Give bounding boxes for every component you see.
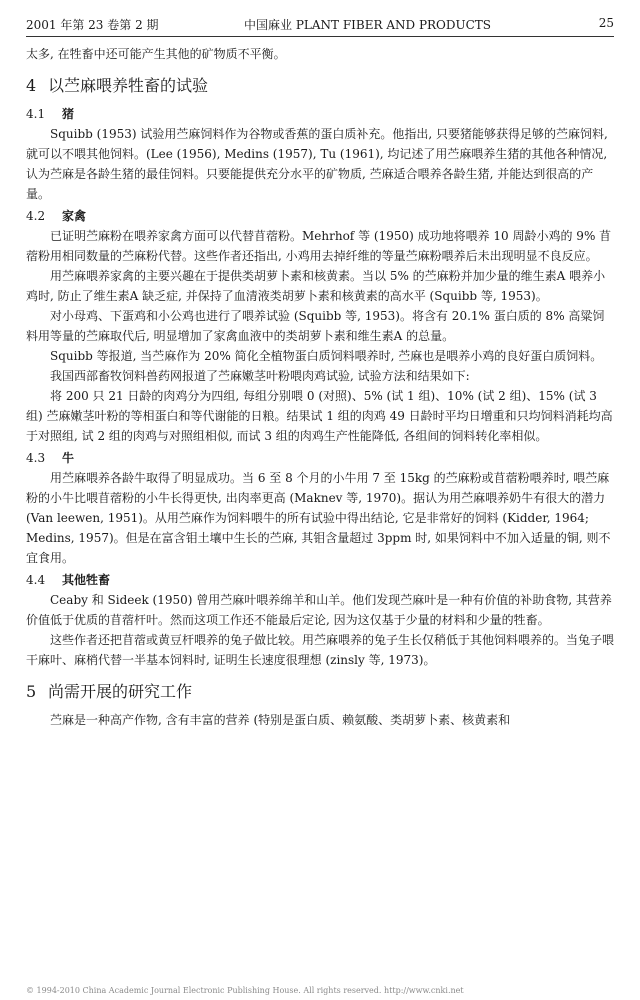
paragraph: 用苎麻喂养各龄牛取得了明显成功。当 6 至 8 个月的小牛用 7 至 15kg 的苎麻粉或苜蓿粉喂养时, 喂苎麻粉的小牛比喂苜蓿粉的小牛长得更快, 出肉率更高 (Maknev 等, 1970)。据认为用苎麻喂养奶牛有很大的潜力 (Van leewen, 1951)。从用苎麻作为饲料喂牛的所有试验中得出结论, 它是非常好的饲料 (Kidder, 1964; Medins, 1957)。但是在富含钼土壤中生长的苎麻, 其钼含量超过 3ppm 时, 如果饲料中不加入适量的铜, 则不宜食用。 — [26, 471, 611, 565]
paragraph: 我国西部畜牧饲料兽药网报道了苎麻嫩茎叶粉喂肉鸡试验, 试验方法和结果如下: — [50, 369, 470, 383]
subsection-title: 家禽 — [62, 209, 87, 223]
article-body — [26, 44, 614, 986]
journal-title: 中国麻业 PLANT FIBER AND PRODUCTS — [244, 18, 492, 32]
paragraph: 这些作者还把苜蓿或黄豆杆喂养的兔子做比较。用苎麻喂养的兔子生长仅稍低于其他饲料喂养的。当兔子喂干麻叶、麻梢代替一半基本饲料时, 证明生长速度很理想 (zinsly 等, 1973)。 — [26, 633, 614, 667]
paragraph: Ceaby 和 Sideek (1950) 曾用苎麻叶喂养绵羊和山羊。他们发现苎麻叶是一种有价值的补助食物, 其营养价值低于优质的苜蓿杆叶。然而这项工作还不能最后定论, 因为这仅基于少量的材料和少量的牲畜。 — [26, 593, 612, 627]
running-header — [26, 10, 614, 37]
continued-paragraph: 太多, 在牲畜中还可能产生其他的矿物质不平衡。 — [26, 47, 286, 61]
subsection-number: 4.4 — [26, 573, 46, 587]
section-title: 尚需开展的研究工作 — [48, 682, 193, 701]
subsection-title: 猪 — [62, 107, 75, 121]
paragraph: 苎麻是一种高产作物, 含有丰富的营养 (特别是蛋白质、赖氨酸、类胡萝卜素、核黄素和 — [50, 713, 511, 727]
copyright-footer: © 1994-2010 China Academic Journal Electronic Publishing House. All rights reserved. http://www.cnki.net — [26, 986, 464, 995]
section-title: 以苎麻喂养牲畜的试验 — [48, 76, 209, 95]
section-5-heading — [26, 680, 614, 704]
paragraph: 用苎麻喂养家禽的主要兴趣在于提供类胡萝卜素和核黄素。当以 5% 的苎麻粉并加少量的维生素A 喂养小鸡时, 防止了维生素A 缺乏症, 并保持了血清液类胡萝卜素和核黄素的高水平 (Squibb 等, 1953)。 — [26, 269, 606, 303]
paragraph: 已证明苎麻粉在喂养家禽方面可以代替苜蓿粉。Mehrhof 等 (1950) 成功地将喂养 10 周龄小鸡的 9% 苜蓿粉用相同数量的苎麻粉代替。这些作者还指出, 小鸡用去掉纤维的等量苎麻粉喂养后未出现明显不良反应。 — [26, 229, 612, 263]
section-number: 5 — [26, 682, 37, 701]
section-4-heading — [26, 74, 614, 98]
section-number: 4 — [26, 76, 37, 95]
journal-issue: 2001 年第 23 卷第 2 期 — [26, 18, 159, 32]
page-number: 25 — [598, 16, 614, 30]
subsection-4-1-heading — [26, 104, 614, 124]
paragraph: Squibb (1953) 试验用苎麻饲料作为谷物或香蕉的蛋白质补充。他指出, 只要猪能够获得足够的苎麻饲料, 就可以不喂其他饲料。(Lee (1956), Medins (1957), Tu (1961), 均记述了用苎麻喂养生猪的其他各种情况, 认为苎麻是各龄生猪的最佳饲料。只要能提供充分水平的矿物质, 苎麻适合喂养各龄生猪, 并能达到很高的产量。 — [26, 127, 608, 201]
subsection-number: 4.1 — [26, 107, 46, 121]
subsection-title: 其他牲畜 — [62, 573, 111, 587]
subsection-title: 牛 — [62, 451, 75, 465]
paragraph: 将 200 只 21 日龄的肉鸡分为四组, 每组分别喂 0 (对照)、5% (试 1 组)、10% (试 2 组)、15% (试 3 组) 苎麻嫩茎叶粉的等相蛋白和等代谢能的日粮。结果试 1 组的肉鸡 49 日龄时平均日增重和只均饲料消耗均高于对照组, 试 2 组的肉鸡与对照组相似, 而试 3 组的肉鸡生产性能降低, 各组间的饲料转化率相似。 — [26, 389, 613, 443]
paragraph: 对小母鸡、下蛋鸡和小公鸡也进行了喂养试验 (Squibb 等, 1953)。将含有 20.1% 蛋白质的 8% 高粱饲料用等量的苎麻取代后, 明显增加了家禽血液中的类胡萝卜素和维生素A 的总量。 — [26, 309, 605, 343]
paragraph: Squibb 等报道, 当苎麻作为 20% 简化全植物蛋白质饲料喂养时, 苎麻也是喂养小鸡的良好蛋白质饲料。 — [50, 349, 603, 363]
subsection-4-4-heading — [26, 570, 614, 590]
subsection-number: 4.3 — [26, 451, 46, 465]
subsection-4-3-heading — [26, 448, 614, 468]
subsection-number: 4.2 — [26, 209, 46, 223]
subsection-4-2-heading — [26, 206, 614, 226]
